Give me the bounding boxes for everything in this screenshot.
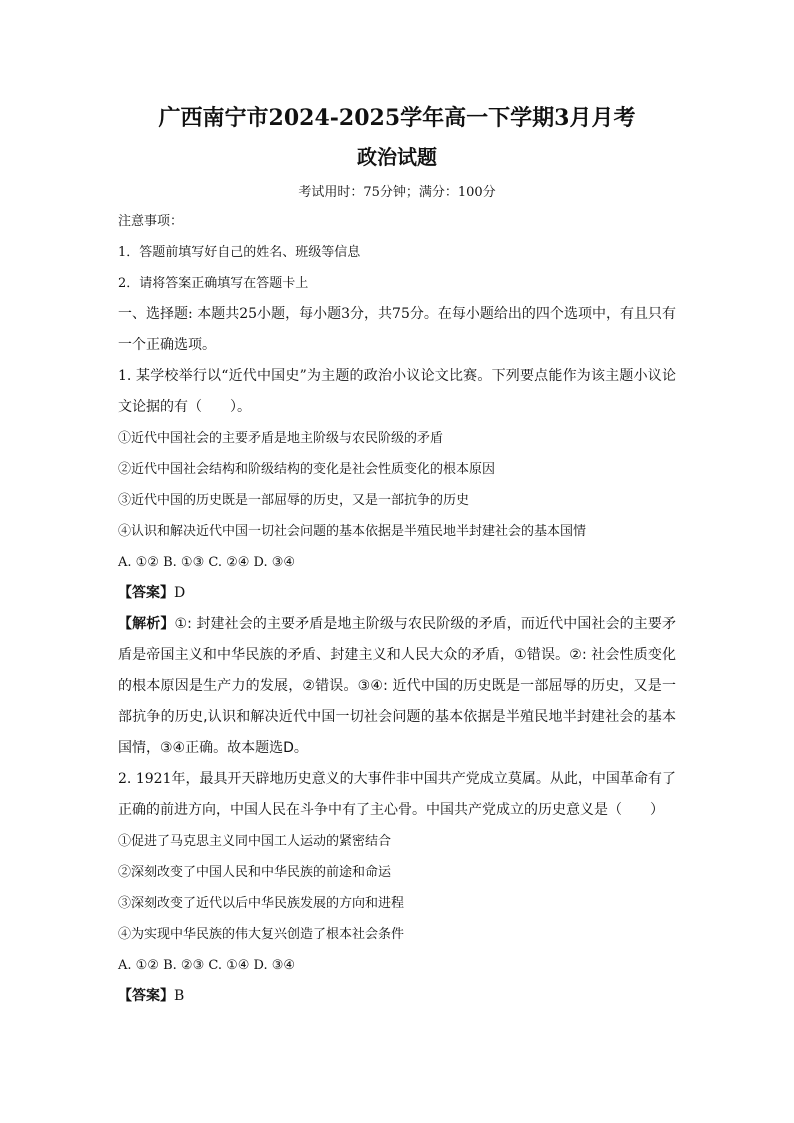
answer-value: B	[174, 988, 185, 1004]
question-stem: 2. 1921年，最具开天辟地历史意义的大事件非中国共产党成立莫属。从此，中国革命有了正确的前进方向，中国人民在斗争中有了主心骨。中国共产党成立的历史意义是（ ）	[118, 771, 676, 818]
notes-heading: 注意事项：	[118, 214, 184, 229]
question-options: A. ①② B. ①③ C. ②④ D. ③④	[118, 555, 296, 570]
question-1	[118, 361, 676, 764]
question-item: ②深刻改变了中国人民和中华民族的前途和命运	[118, 865, 392, 880]
question-item: ④认识和解决近代中国一切社会问题的基本依据是半殖民地半封建社会的基本国情	[118, 524, 587, 539]
answer-label: 【答案】	[118, 988, 174, 1004]
question-item: ④为实现中华民族的伟大复兴创造了根本社会条件	[118, 927, 405, 942]
question-item: ①促进了马克思主义同中国工人运动的紧密结合	[118, 834, 392, 849]
notes-item: 2．请将答案正确填写在答题卡上	[118, 276, 309, 291]
answer-label: 【答案】	[118, 585, 174, 601]
question-item: ③深刻改变了近代以后中华民族发展的方向和进程	[118, 896, 405, 911]
exam-meta: 考试用时：75分钟；满分：100分	[298, 185, 496, 200]
page-title: 广西南宁市2024-2025学年高一下学期3月月考	[158, 105, 636, 131]
analysis-label: 【解析】	[118, 616, 175, 632]
question-item: ③近代中国的历史既是一部屈辱的历史，又是一部抗争的历史	[118, 493, 470, 508]
question-stem: 1. 某学校举行以“近代中国史”为主题的政治小议论文比赛。下列要点能作为该主题小议论文论据的有（ ）。	[118, 368, 676, 415]
answer-line	[118, 578, 676, 609]
question-item: ②近代中国社会结构和阶级结构的变化是社会性质变化的根本原因	[118, 462, 496, 477]
analysis-text: ①: 封建社会的主要矛盾是地主阶级与农民阶级的矛盾，而近代中国社会的主要矛盾是帝国主义和中华民族的矛盾、封建主义和人民大众的矛盾，①错误。②: 社会性质变化的根本原因是生产力的发展，②错误。③④: 近代中国的历史既是一部屈辱的历史，又是一部抗争的历史,认识和解决近代中国一切社会问题的基本依据是半殖民地半封建社会的基本国情，③④正确。故本题选D。	[118, 616, 677, 756]
question-options: A. ①② B. ②③ C. ①④ D. ③④	[118, 958, 296, 973]
answer-line	[118, 981, 676, 1012]
section-intro: 一、选择题: 本题共25小题，每小题3分，共75分。在每小题给出的四个选项中，有且只有一个正确选项。	[118, 306, 676, 353]
analysis-paragraph	[118, 609, 676, 764]
page-subtitle: 政治试题	[357, 145, 437, 169]
notes-item: 1．答题前填写好自己的姓名、班级等信息	[118, 245, 361, 260]
answer-value: D	[174, 585, 186, 601]
question-item: ①近代中国社会的主要矛盾是地主阶级与农民阶级的矛盾	[118, 431, 444, 446]
notes-section	[118, 206, 676, 299]
question-2	[118, 764, 676, 1012]
